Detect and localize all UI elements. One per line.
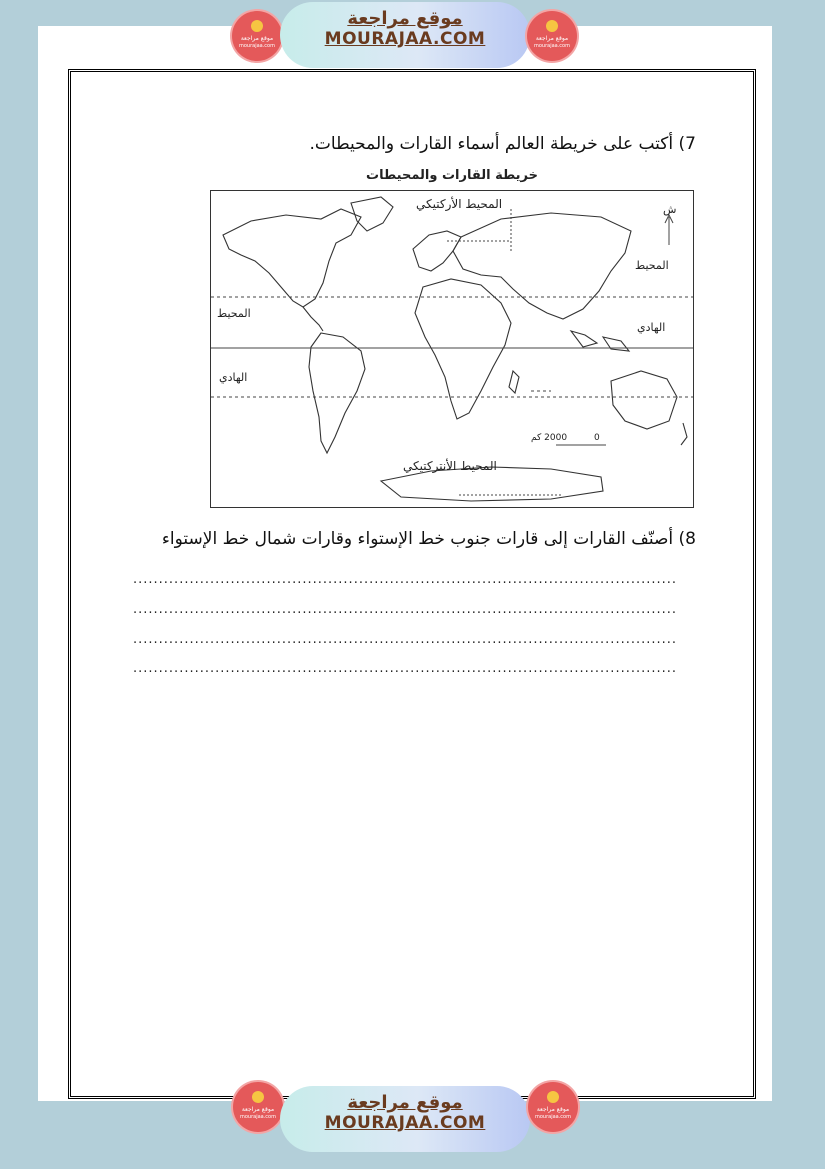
question-7: 7) أكتب على خريطة العالم أسماء القارات والمحيطات. (309, 134, 696, 154)
badge-text-en: mourajaa.com (239, 1114, 276, 1120)
logo-badge-left-top (232, 11, 282, 61)
site-name-en: MOURAJAA.COM (324, 1113, 486, 1133)
label-scale: 2000 كم (531, 433, 568, 443)
answer-line-2[interactable]: .......................................................................................................... (133, 604, 678, 616)
map-title: خريطة القارات والمحيطات (366, 168, 538, 183)
question-8: 8) أصنّف القارات إلى قارات جنوب خط الإستواء وقارات شمال خط الإستواء (161, 529, 696, 549)
label-scale-zero: 0 (594, 433, 600, 443)
label-pacific-left: الهادي (219, 371, 248, 384)
site-name-ar: موقع مراجعة (347, 8, 463, 29)
world-map (210, 190, 694, 508)
badge-text-en: mourajaa.com (534, 1114, 571, 1120)
site-name-en: MOURAJAA.COM (324, 29, 486, 49)
logo-badge-left-bottom (233, 1082, 283, 1132)
site-name-ar: موقع مراجعة (347, 1092, 463, 1113)
header-banner[interactable] (280, 2, 530, 68)
logo-badge-right-bottom (528, 1082, 578, 1132)
badge-text-en: mourajaa.com (238, 43, 275, 49)
badge-text-ar: موقع مراجعة (240, 35, 274, 42)
label-antarctic-ocean: المحيط الأنتركتيكي (403, 459, 497, 473)
logo-badge-right-top (527, 11, 577, 61)
answer-line-3[interactable]: .......................................................................................................... (133, 634, 678, 646)
badge-text-ar: موقع مراجعة (535, 35, 569, 42)
answer-line-1[interactable]: .......................................................................................................... (133, 574, 678, 586)
badge-text-ar: موقع مراجعة (536, 1106, 570, 1113)
label-pacific-right: الهادي (637, 321, 666, 334)
footer-banner[interactable] (280, 1086, 530, 1152)
label-ocean-left: المحيط (217, 307, 251, 320)
answer-line-4[interactable]: .......................................................................................................... (133, 663, 678, 675)
label-north: ش (663, 203, 677, 216)
label-arctic-ocean: المحيط الأركتيكي (416, 197, 503, 211)
label-ocean-right: المحيط (635, 259, 669, 272)
badge-text-en: mourajaa.com (533, 43, 570, 49)
badge-text-ar: موقع مراجعة (241, 1106, 275, 1113)
